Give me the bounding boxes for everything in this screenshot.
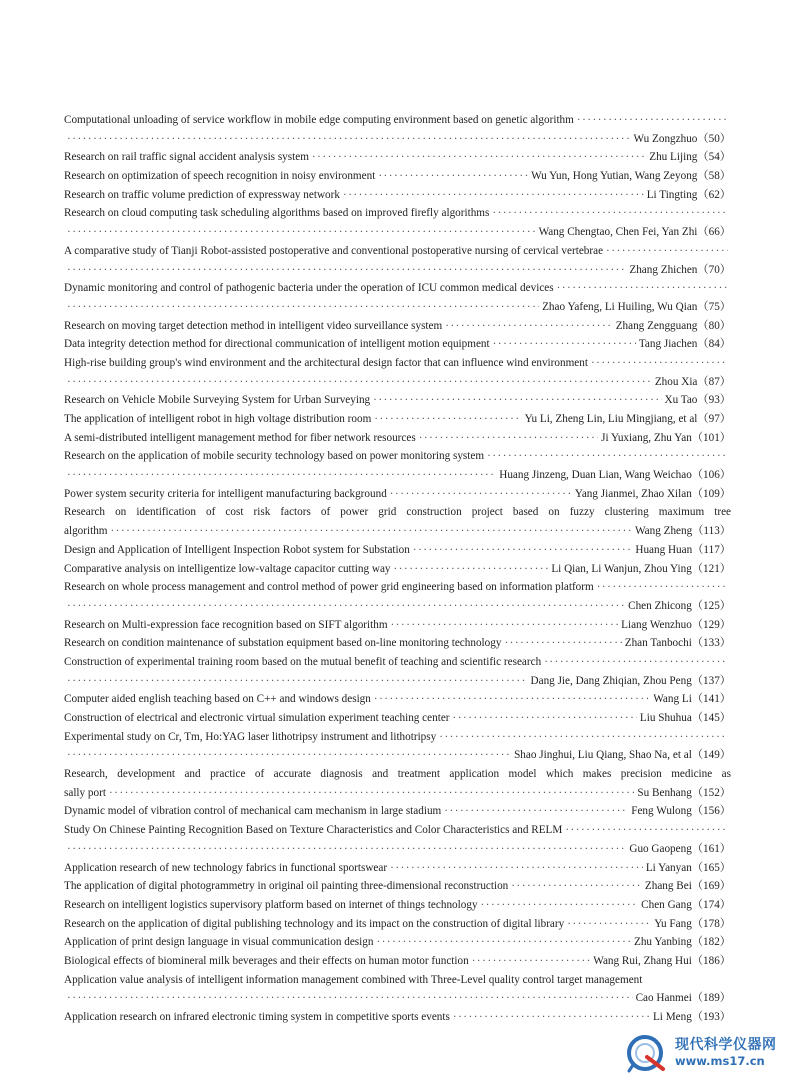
entry-title: Research on condition maintenance of substation equipment based on-line monitoring technology xyxy=(64,637,502,650)
entry-authors: Wang Zheng xyxy=(635,525,693,538)
entry-title: Construction of electrical and electronic virtual simulation experiment teaching center xyxy=(64,712,450,724)
entry-title: Application research of new technology fabrics in functional sportswear xyxy=(64,861,388,874)
entry-authors: Li Yanyan xyxy=(645,861,692,874)
leader-dots xyxy=(374,410,521,429)
leader-dots xyxy=(606,242,728,261)
entry-page: （ 80 ） xyxy=(697,317,731,336)
entry-title: Research, development and practice of accurate diagnosis and treatment application model which makes precision medicine as xyxy=(64,768,731,781)
leader-dots xyxy=(487,447,728,466)
entry-title: Application research on infrared electronic timing system in competitive sports events xyxy=(64,1011,450,1023)
entry-title: Research on the application of mobile security technology based on power monitoring system xyxy=(64,450,485,463)
toc-entry[interactable] xyxy=(64,186,731,205)
entry-authors: Yu Fang xyxy=(654,917,692,930)
toc-entry[interactable] xyxy=(64,167,731,186)
leader-dots xyxy=(111,522,633,541)
entry-authors: Wang Li xyxy=(653,693,692,706)
entry-title: Comparative analysis on intelligentize low-valtage capacitor cutting way xyxy=(64,562,391,575)
leader-dots xyxy=(67,597,625,616)
entry-authors: Zhu Yanbing xyxy=(634,936,692,949)
site-logo-icon xyxy=(625,1033,669,1073)
toc-entry[interactable] xyxy=(64,410,731,429)
toc-entry[interactable] xyxy=(64,952,731,971)
entry-authors: Li Meng xyxy=(652,1011,692,1023)
leader-dots xyxy=(390,485,572,504)
leader-dots xyxy=(472,952,591,971)
entry-title: Computer aided english teaching based on C++ and windows design xyxy=(64,693,371,706)
leader-dots xyxy=(390,859,643,878)
entry-title: Computational unloading of service workflow in mobile edge computing environment based on genetic algorithm xyxy=(64,114,574,126)
entry-authors: Yang Jianmei, Zhao Xilan xyxy=(574,487,692,500)
entry-page: （ 54 ） xyxy=(697,148,731,167)
leader-dots xyxy=(445,317,612,336)
toc-entry[interactable] xyxy=(64,971,731,1008)
leader-dots xyxy=(394,560,549,579)
leader-dots xyxy=(374,690,650,709)
leader-dots xyxy=(597,578,728,597)
leader-dots xyxy=(492,204,728,223)
leader-dots xyxy=(557,279,728,298)
toc-entry[interactable] xyxy=(64,1008,731,1027)
entry-page: （ 125 ） xyxy=(692,597,731,616)
toc-entry[interactable] xyxy=(64,148,731,167)
entry-page: （ 178 ） xyxy=(692,915,731,934)
site-url: www.ms17.cn xyxy=(675,1054,765,1068)
entry-title: Dynamic monitoring and control of pathogenic bacteria under the operation of ICU common medical devices xyxy=(64,282,554,295)
entry-page: （ 113 ） xyxy=(692,522,731,541)
toc-entry[interactable] xyxy=(64,429,731,448)
entry-authors: Zhang Zengguang xyxy=(615,319,698,332)
leader-dots xyxy=(343,186,644,205)
toc-entry[interactable] xyxy=(64,335,731,354)
toc-entry[interactable] xyxy=(64,690,731,709)
entry-authors: Chen Zhicong xyxy=(628,599,692,612)
entry-authors: Tang Jiachen xyxy=(638,338,698,351)
toc-entry[interactable] xyxy=(64,821,731,858)
entry-authors: Li Tingting xyxy=(646,188,698,201)
entry-page: （ 186 ） xyxy=(692,952,731,971)
leader-dots xyxy=(439,728,728,747)
entry-page: （ 133 ） xyxy=(692,634,731,653)
entry-title: Research on Multi-expression face recognition based on SIFT algorithm xyxy=(64,618,388,631)
toc-entry[interactable] xyxy=(64,859,731,878)
entry-title: Research on cloud computing task scheduling algorithms based on improved firefly algorithms xyxy=(64,207,490,220)
entry-title: A semi-distributed intelligent management method for fiber network resources xyxy=(64,431,416,444)
entry-authors: Wang Rui, Zhang Hui xyxy=(593,954,692,967)
entry-title: Data integrity detection method for directional communication of intelligent motion equipment xyxy=(64,338,490,351)
toc-entry[interactable] xyxy=(64,653,731,690)
entry-title: Research on whole process management and control method of power grid engineering based on information platform xyxy=(64,581,594,594)
entry-page: （ 62 ） xyxy=(697,186,731,205)
toc-entry[interactable] xyxy=(64,354,731,391)
entry-page: （ 141 ） xyxy=(692,690,731,709)
entry-title: Design and Application of Intelligent Inspection Robot system for Substation xyxy=(64,543,410,556)
entry-page: （ 182 ） xyxy=(692,933,731,952)
toc-entry[interactable] xyxy=(64,317,731,336)
entry-title: Experimental study on Cr, Tm, Ho:YAG laser lithotripsy instrument and lithotripsy xyxy=(64,730,437,743)
entry-authors: Zhou Xia xyxy=(654,375,698,388)
toc-entry[interactable] xyxy=(64,765,731,802)
entry-title: The application of digital photogrammetry in original oil painting three-dimensional reconstruction xyxy=(64,880,509,893)
leader-dots xyxy=(376,933,631,952)
toc-entry[interactable] xyxy=(64,242,731,279)
leader-dots xyxy=(391,616,619,635)
entry-authors: Wu Yun, Hong Yutian, Wang Zeyong xyxy=(531,170,698,183)
toc-entry[interactable] xyxy=(64,896,731,915)
toc-entry[interactable] xyxy=(64,802,731,821)
entry-title: Research on moving target detection method in intelligent video surveillance system xyxy=(64,319,443,332)
leader-dots xyxy=(511,877,642,896)
entry-title: Research on the application of digital publishing technology and its impact on the construction of digital library xyxy=(64,917,565,930)
entry-title: Research on identification of cost risk factors of power grid construction project based on fuzzy clustering maximum tree xyxy=(64,506,731,519)
leader-dots xyxy=(493,335,636,354)
entry-page: （ 174 ） xyxy=(692,896,731,915)
entry-authors: Guo Gaopeng xyxy=(629,842,692,855)
leader-dots xyxy=(67,672,528,691)
entry-page: （ 149 ） xyxy=(692,746,731,765)
entry-authors: Yu Li, Zheng Lin, Liu Mingjiang, et al xyxy=(524,413,698,425)
toc-entry[interactable] xyxy=(64,877,731,896)
entry-authors: Li Qian, Li Wanjun, Zhou Ying xyxy=(551,562,692,575)
leader-dots xyxy=(109,784,634,803)
entry-title: Power system security criteria for intelligent manufacturing background xyxy=(64,487,387,500)
leader-dots xyxy=(591,354,728,373)
entry-authors: Shao Jinghui, Liu Qiang, Shao Na, et al xyxy=(514,749,692,762)
site-name: 现代科学仪器网 xyxy=(675,1037,777,1053)
entry-authors: Cao Hanmei xyxy=(635,992,692,1005)
entry-page: （ 152 ） xyxy=(692,784,731,803)
entry-page: （ 165 ） xyxy=(692,859,731,878)
entry-authors: Liang Wenzhuo xyxy=(621,618,692,631)
leader-dots xyxy=(67,989,633,1008)
leader-dots xyxy=(419,429,598,448)
leader-dots xyxy=(504,634,621,653)
toc-entry[interactable] xyxy=(64,560,731,579)
entry-authors: Ji Yuxiang, Zhu Yan xyxy=(601,431,692,444)
leader-dots xyxy=(312,148,646,167)
entry-title: High-rise building group's wind environment and the architectural design factor that can influence wind environment xyxy=(64,356,588,369)
entry-page: （ 189 ） xyxy=(692,989,731,1008)
entry-title: Application value analysis of intelligent information management combined with Three-Level quality control target management xyxy=(64,973,643,986)
entry-title: Study On Chinese Painting Recognition Based on Texture Characteristics and Color Characteristics and RELM xyxy=(64,824,563,837)
toc-entry[interactable] xyxy=(64,279,731,316)
entry-page: （ 169 ） xyxy=(692,877,731,896)
entry-page: （ 137 ） xyxy=(692,672,731,691)
entry-page: （ 161 ） xyxy=(692,840,731,859)
entry-authors: Zhang Zhichen xyxy=(629,263,698,276)
entry-authors: Zhao Yafeng, Li Huiling, Wu Qian xyxy=(542,300,698,313)
leader-dots xyxy=(544,653,728,672)
entry-authors: Huang Jinzeng, Duan Lian, Wang Weichao xyxy=(499,469,692,482)
entry-page: （ 58 ） xyxy=(697,167,731,186)
entry-page: （ 75 ） xyxy=(697,298,731,317)
toc-entry[interactable] xyxy=(64,485,731,504)
entry-page: （ 84 ） xyxy=(697,335,731,354)
entry-page: （ 93 ） xyxy=(697,391,731,410)
entry-title: Construction of experimental training room based on the mutual benefit of teaching and scientific research xyxy=(64,655,542,668)
leader-dots xyxy=(481,896,639,915)
entry-authors: Zhu Lijing xyxy=(649,151,698,164)
entry-authors: Su Benhang xyxy=(637,786,692,799)
leader-dots xyxy=(67,466,496,485)
entry-title: A comparative study of Tianji Robot-assisted postoperative and conventional postoperative nursing of cervical vertebrae xyxy=(64,244,604,257)
entry-page: （ 193 ） xyxy=(692,1008,731,1027)
leader-dots xyxy=(567,915,651,934)
toc-entry[interactable] xyxy=(64,447,731,484)
entry-page: （ 106 ） xyxy=(692,466,731,485)
toc-entry[interactable] xyxy=(64,634,731,653)
leader-dots xyxy=(444,802,628,821)
entry-page: （ 129 ） xyxy=(692,616,731,635)
leader-dots xyxy=(67,746,511,765)
toc-entry[interactable] xyxy=(64,616,731,635)
entry-title: Research on optimization of speech recognition in noisy environment xyxy=(64,170,376,183)
toc-entry[interactable] xyxy=(64,503,731,540)
entry-title: Dynamic model of vibration control of mechanical cam mechanism in large stadium xyxy=(64,805,442,818)
entry-title: The application of intelligent robot in high voltage distribution room xyxy=(64,413,372,425)
entry-page: （ 97 ） xyxy=(697,410,731,429)
leader-dots xyxy=(67,261,626,280)
entry-page: （ 101 ） xyxy=(692,429,731,448)
leader-dots xyxy=(67,223,536,242)
entry-page: （ 145 ） xyxy=(692,709,731,728)
entry-authors: Liu Shuhua xyxy=(639,712,692,724)
entry-title: Research on rail traffic signal accident analysis system xyxy=(64,151,309,164)
toc-entry[interactable] xyxy=(64,933,731,952)
entry-page: （ 66 ） xyxy=(697,223,731,242)
entry-title: Research on Vehicle Mobile Surveying System for Urban Surveying xyxy=(64,394,371,407)
entry-authors: Zhang Bei xyxy=(644,880,692,893)
leader-dots xyxy=(577,111,728,130)
toc-entry[interactable] xyxy=(64,915,731,934)
toc-entry[interactable] xyxy=(64,709,731,728)
entry-page: （ 87 ） xyxy=(697,373,731,392)
entry-authors: Dang Jie, Dang Zhiqian, Zhou Peng xyxy=(530,674,692,687)
toc-entry[interactable] xyxy=(64,204,731,241)
entry-title-cont: sally port xyxy=(64,786,106,799)
leader-dots xyxy=(565,821,728,840)
toc-entry[interactable] xyxy=(64,391,731,410)
entry-page: （ 121 ） xyxy=(692,560,731,579)
table-of-contents xyxy=(64,111,731,1027)
entry-authors: Huang Huan xyxy=(635,543,693,556)
leader-dots xyxy=(413,541,633,560)
entry-title: Research on traffic volume prediction of expressway network xyxy=(64,188,340,201)
entry-title: Research on intelligent logistics supervisory platform based on internet of things technology xyxy=(64,898,478,911)
entry-authors: Xu Tao xyxy=(664,394,698,407)
entry-page: （ 70 ） xyxy=(697,261,731,280)
leader-dots xyxy=(373,391,661,410)
watermark xyxy=(625,1029,790,1077)
entry-title-cont: algorithm xyxy=(64,525,108,538)
leader-dots xyxy=(67,840,626,859)
entry-page: （ 156 ） xyxy=(692,802,731,821)
toc-entry[interactable] xyxy=(64,578,731,615)
entry-authors: Feng Wulong xyxy=(631,805,692,818)
leader-dots xyxy=(378,167,528,186)
entry-authors: Wang Chengtao, Chen Fei, Yan Zhi xyxy=(538,226,698,239)
leader-dots xyxy=(67,130,631,149)
entry-page: （ 50 ） xyxy=(697,130,731,149)
entry-authors: Wu Zongzhuo xyxy=(633,132,698,145)
entry-title: Application of print design language in visual communication design xyxy=(64,936,374,949)
leader-dots xyxy=(67,298,539,317)
entry-page: （ 109 ） xyxy=(692,485,731,504)
leader-dots xyxy=(453,709,637,728)
toc-entry[interactable] xyxy=(64,111,731,148)
entry-authors: Zhan Tanbochi xyxy=(624,637,692,650)
entry-authors: Chen Gang xyxy=(641,898,692,911)
leader-dots xyxy=(453,1008,650,1027)
leader-dots xyxy=(67,373,652,392)
toc-entry[interactable] xyxy=(64,728,731,765)
entry-page: （ 117 ） xyxy=(692,541,731,560)
toc-entry[interactable] xyxy=(64,541,731,560)
entry-title: Biological effects of biomineral milk beverages and their effects on human motor function xyxy=(64,954,469,967)
